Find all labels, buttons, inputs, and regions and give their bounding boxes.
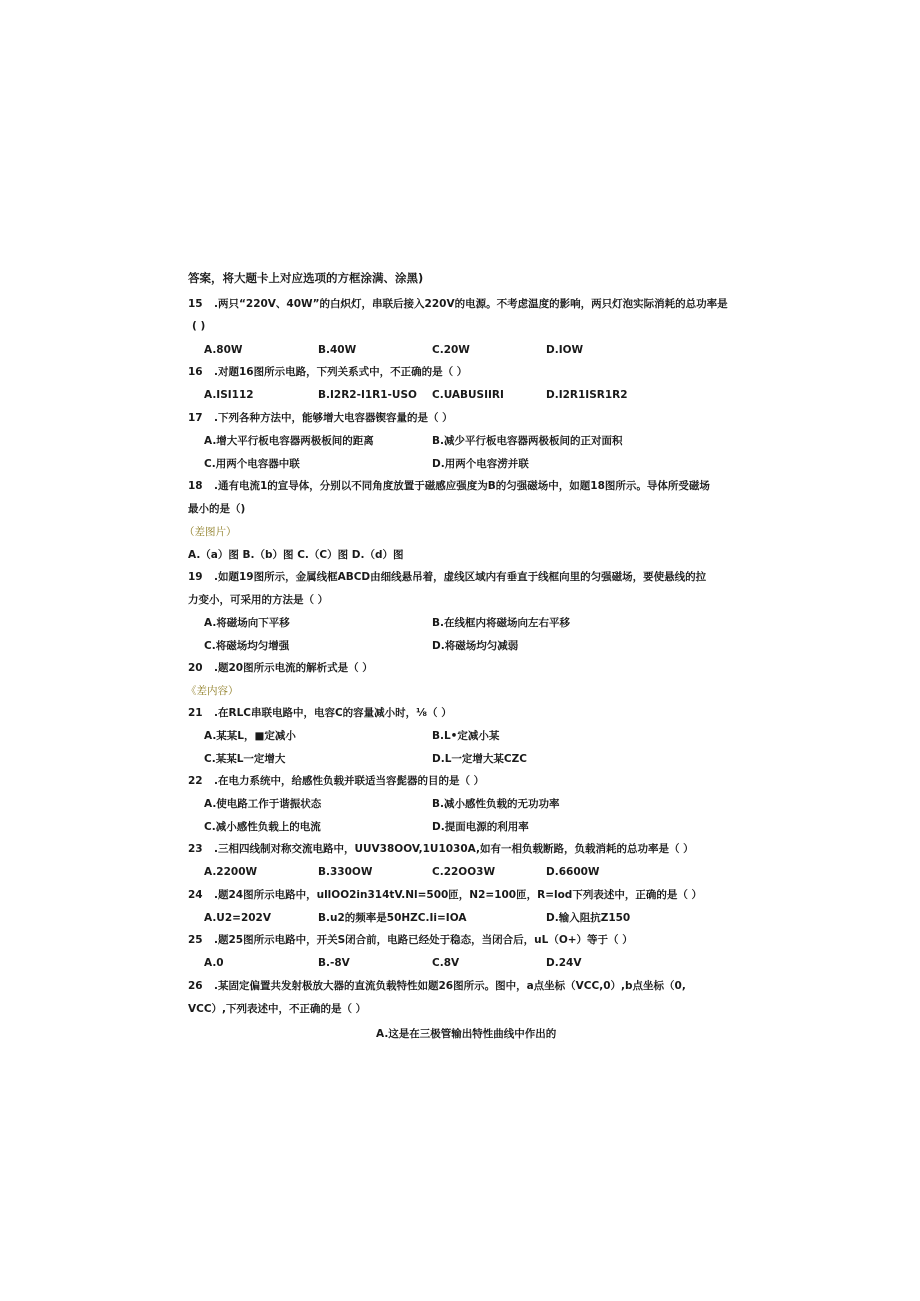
question-text: .题25图所示电路中，开关S闭合前，电路已经处于稳态，当闭合后，uL（O+）等于（ ） [214, 934, 633, 946]
missing-content-note: 《差内容） [186, 685, 239, 697]
question-number: 18 [188, 480, 203, 492]
option-b: B.减少平行板电容器两极板间的正对面积 [432, 435, 623, 447]
instruction-line: 答案，将大题卡上对应选项的方框涂满、涂黑) [188, 271, 424, 285]
question-text: .两只“220V、40W”的白炽灯，串联后接入220V的电源。不考虑温度的影响，两只灯泡实际消耗的总功率是 [214, 298, 728, 310]
option-b: B.-8V [318, 957, 350, 969]
option-c: C.20W [432, 344, 470, 356]
missing-image-note: （差图片） [184, 526, 237, 538]
question-number: 19 [188, 571, 203, 583]
option-a: A.0 [204, 957, 224, 969]
question-26-continuation: VCC）,下列表述中，不正确的是（ ） [188, 1003, 367, 1015]
question-number: 26 [188, 980, 203, 992]
option-c: C.8V [432, 957, 460, 969]
option-d: D.用两个电容涝并联 [432, 458, 529, 470]
question-number: 17 [188, 412, 203, 424]
question-18-continuation: 最小的是（) [188, 503, 246, 515]
question-text: .在电力系统中，给感性负载并联适当容髭器的目的是（ ） [214, 775, 485, 787]
question-text: .下列各种方法中，能够增大电容器锲容量的是（ ） [214, 412, 453, 424]
option-a: A.U2=202V [204, 912, 271, 924]
question-18-answers: A.（a）图 B.（b）图 C.（C）图 D.（d）图 [188, 549, 404, 561]
question-text: .对题16图所示电路，下列关系式中，不正确的是（ ） [214, 366, 468, 378]
question-number: 16 [188, 366, 203, 378]
option-a: A.80W [204, 344, 243, 356]
question-text: .三相四线制对称交流电路中，UUV38OOV,1U1030A,如有一相负载断路，负载消耗的总功率是（ ） [214, 843, 694, 855]
option-c: C.用两个电容器中联 [204, 458, 300, 470]
option-d: D.L一定增大某CZC [432, 753, 527, 765]
question-20 [188, 661, 373, 675]
question-19 [188, 570, 707, 584]
question-18 [188, 479, 710, 493]
question-text: .题24图所示电路中，ullOO2in314tV.Nl=500匝，N2=100匝，R=lod下列表述中，正确的是（ ） [214, 889, 702, 901]
question-number: 24 [188, 889, 203, 901]
question-number: 25 [188, 934, 203, 946]
question-number: 22 [188, 775, 203, 787]
option-c: C.UABUSIIRI [432, 389, 504, 401]
option-c: C.将磁场均匀增强 [204, 640, 290, 652]
option-b: B.I2R2-I1R1-USO [318, 389, 417, 401]
option-c: C.减小感性负载上的电流 [204, 821, 321, 833]
question-text: .题20图所示电流的解析式是（ ） [214, 662, 373, 674]
option-a: A.某某L，■定减小 [204, 730, 296, 742]
question-22 [188, 774, 485, 788]
question-15-continuation: ( ) [192, 320, 206, 332]
option-a: A.将磁场向下平移 [204, 617, 290, 629]
option-b: B.减小感性负载的无功功率 [432, 798, 560, 810]
question-17 [188, 411, 453, 425]
option-d: D.提面电源的利用率 [432, 821, 529, 833]
question-21 [188, 706, 452, 720]
option-d: D.I2R1ISR1R2 [546, 389, 628, 401]
option-a: A.使电路工作于谐振状态 [204, 798, 322, 810]
option-b-c: B.u2的频率是50HZC.Ii=IOA [318, 912, 467, 924]
option-b: B.330OW [318, 866, 373, 878]
question-26 [188, 979, 686, 993]
option-d: D.24V [546, 957, 582, 969]
question-number: 21 [188, 707, 203, 719]
question-23 [188, 842, 694, 856]
option-c: C.22OO3W [432, 866, 496, 878]
question-25 [188, 933, 633, 947]
option-a: A.这是在三极管输出特性曲线中作出的 [376, 1028, 557, 1040]
question-16 [188, 365, 468, 379]
option-d: D.IOW [546, 344, 584, 356]
option-d: D.输入阻抗Z150 [546, 912, 631, 924]
option-b: B.在线框内将磁场向左右平移 [432, 617, 570, 629]
question-number: 20 [188, 662, 203, 674]
question-number: 23 [188, 843, 203, 855]
question-15 [188, 297, 728, 311]
question-19-continuation: 力变小，可采用的方法是（ ） [188, 594, 329, 606]
question-text: .某固定偏置共发射极放大器的直流负载特性如题26图所示。图中，a点坐标（VCC,0）,b点坐标（0, [214, 980, 686, 992]
question-24 [188, 888, 702, 902]
option-b: B.40W [318, 344, 357, 356]
option-d: D.将磁场均匀减弱 [432, 640, 519, 652]
question-text: .如题19图所示，金属线框ABCD由细线悬吊着，虚线区域内有垂直于线框向里的匀强磁场，要使悬线的拉 [214, 571, 707, 583]
option-b: B.L•定减小某 [432, 730, 500, 742]
option-a: A.2200W [204, 866, 258, 878]
option-c: C.某某L一定增大 [204, 753, 286, 765]
question-number: 15 [188, 298, 203, 310]
question-text: .通有电流1的宣导体，分别以不同角度放置于磁感应强度为B的匀强磁场中，如题18图所示。导体所受磁场 [214, 480, 710, 492]
option-a: A.ISI112 [204, 389, 254, 401]
question-text: .在RLC串联电路中，电容C的容量减小时，⅛（ ） [214, 707, 452, 719]
option-a: A.增大平行板电容器两极板间的距离 [204, 435, 374, 447]
option-d: D.6600W [546, 866, 600, 878]
